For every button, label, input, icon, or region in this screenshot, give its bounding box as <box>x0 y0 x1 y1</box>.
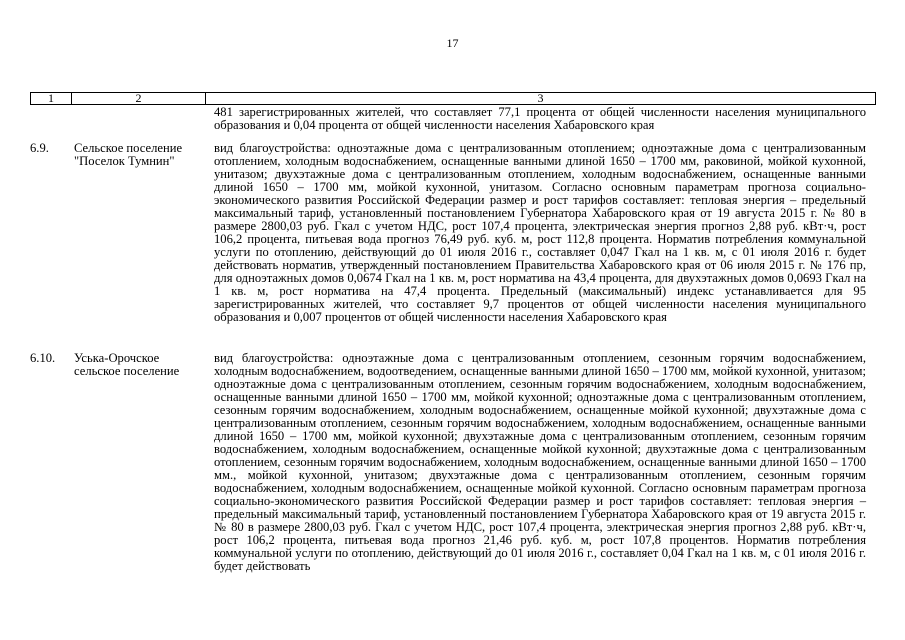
row-number: 6.10. <box>30 351 56 365</box>
table-header <box>30 92 876 105</box>
continuation-text: 481 зарегистрированных жителей, что составляет 77,1 процента от общей численности населения муниципального образования и 0,04 процента от общей численности населения Хабаровского края <box>214 105 866 132</box>
page-number: 17 <box>446 36 459 50</box>
settlement-name: Уська-Орочское сельское поселение <box>74 351 180 378</box>
column-header-3: 3 <box>206 93 876 105</box>
column-header-2: 2 <box>72 93 206 105</box>
column-header-1: 1 <box>31 93 72 105</box>
settlement-description: вид благоустройства: одноэтажные дома с централизованным отоплением, сезонным горячим водоснабжением, холодным водоснабжением, водоотведением, оснащенные ванными длиной 1650 – 1700 мм, мойкой кухонной, унитазом; одноэтажные дома с централизованным отоплением, сезонным горячим водоснабжением, холодным водоснабжением, оснащенные ванными длиной 1650 – 1700 мм, мойкой кухонной; одноэтажные дома с централизованным отоплением, сезонным горячим водоснабжением, холодным водоснабжением, оснащенные мойкой кухонной; двухэтажные дома с централизованным отоплением, сезонным горячим водоснабжением, холодным водоснабжением, оснащенные ванными длиной 1650 – 1700 мм, мойкой кухонной; двухэтажные дома с централизованным отоплением, сезонным горячим водоснабжением, холодным водоснабжением, оснащенные мойкой кухонной; двухэтажные дома с централизованным отоплением, сезонным горячим водоснабжением, холодным водоснабжением, оснащенные ванными длиной 1650 – 1700 мм., мойкой кухонной, унитазом; двухэтажные дома с централизованным отоплением, сезонным горячим водоснабжением, холодным водоснабжением, оснащенные мойкой кухонной. Согласно основным параметрам прогноза социально-экономического развития Российской Федерации размер и рост тарифов составляет: тепловая энергия – предельный максимальный тариф, установленный постановлением Губернатора Хабаровского края от 19 августа 2015 г. № 80 в размере 2800,03 руб. Гкал с учетом НДС, рост 107,4 процента, электрическая энергия прогноз 2,88 руб. кВт·ч, рост 106,2 процента, питьевая вода прогноз 21,46 руб. куб. м, рост 107,8 процентов. Норматив потребления коммунальной услуги по отоплению, действующий до 01 июля 2016 г., составляет 0,04 Гкал на 1 кв. м, с 01 июля 2016 г. будет действовать <box>214 351 866 573</box>
settlement-description: вид благоустройства: одноэтажные дома с централизованным отоплением; одноэтажные дома с централизованным отоплением, холодным водоснабжением, оснащенные ванными длиной 1650 – 1700 мм, раковиной, мойкой кухонной, унитазом; двухэтажные дома с централизованным отоплением, холодным водоснабжением, оснащенные ванными длиной 1650 – 1700 мм, мойкой кухонной, унитазом. Согласно основным параметрам прогноза социально-экономического развития Российской Федерации размер и рост тарифов составляет: тепловая энергия – предельный максимальный тариф, установленный постановлением Губернатора Хабаровского края от 19 августа 2015 г. № 80 в размере 2800,03 руб. Гкал с учетом НДС, рост 107,4 процента, электрическая энергия прогноз 2,88 руб. кВт·ч, рост 106,2 процента, питьевая вода прогноз 76,49 руб. куб. м, рост 112,8 процента. Норматив потребления коммунальной услуги по отоплению, действующий до 01 июля 2016 г., составляет 0,047 Гкал на 1 кв. м, с 01 июля 2016 г. будет действовать норматив, утвержденный постановлением Правительства Хабаровского края от 06 июля 2015 г. № 176 пр, для одноэтажных домов 0,0674 Гкал на 1 кв. м, рост норматива на 43,4 процента, для двухэтажных домов 0,0693 Гкал на 1 кв. м, рост норматива на 47,4 процента. Предельный (максимальный) индекс устанавливается для 95 зарегистрированных жителей, что составляет 9,7 процентов от общей численности населения муниципального образования и 0,007 процентов от общей численности населения Хабаровского края <box>214 141 866 324</box>
row-number: 6.9. <box>30 141 49 155</box>
settlement-name: Сельское поселение "Поселок Тумнин" <box>74 141 183 168</box>
